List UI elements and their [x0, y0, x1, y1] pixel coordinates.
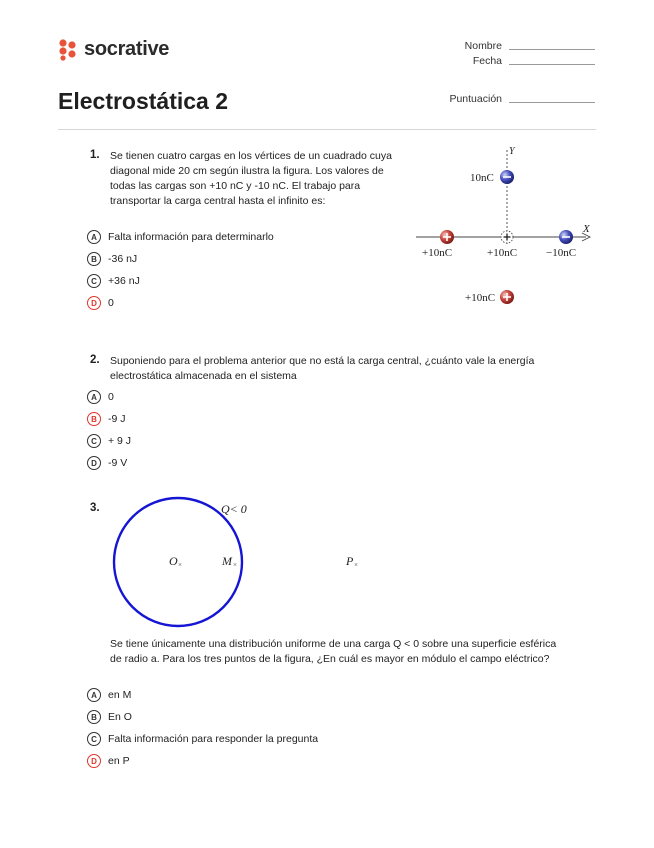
q1-option-d-badge: D [87, 296, 101, 310]
q2-option-a-badge: A [87, 390, 101, 404]
score-line[interactable] [509, 102, 595, 103]
question-3-number: 3. [90, 502, 100, 514]
q3-option-b-badge: B [87, 710, 101, 724]
q1-option-d-text: 0 [108, 297, 114, 309]
q1-option-a-badge: A [87, 230, 101, 244]
q2-option-a[interactable] [87, 390, 114, 404]
point-o-label: O [169, 554, 178, 568]
q2-option-b-text: -9 J [108, 413, 126, 425]
point-o-mark: × [178, 561, 182, 569]
charge-right-label: −10nC [546, 247, 577, 259]
date-line[interactable] [509, 64, 595, 65]
charge-top-label: 10nC [470, 172, 494, 184]
sphere-figure [105, 495, 375, 635]
q1-option-c-badge: C [87, 274, 101, 288]
point-m-label: M [222, 554, 232, 568]
q2-option-b-badge: B [87, 412, 101, 426]
x-axis-label: X [583, 223, 590, 235]
question-1-number: 1. [90, 149, 100, 161]
q3-option-b-text: En O [108, 711, 132, 723]
score-field[interactable] [420, 93, 595, 105]
q2-option-d-text: -9 V [108, 457, 128, 469]
question-1-text: Se tienen cuatro cargas en los vértices de un cuadrado cuya diagonal mide 20 cm según ilustra la figura. Los valores de todas las cargas son +10 nC y -10 nC. El trabajo para transportar la carga central hasta el infinito es: [110, 150, 392, 207]
charge-center-label: +10nC [487, 247, 518, 259]
q3-option-a[interactable] [87, 688, 131, 702]
q3-option-a-badge: A [87, 688, 101, 702]
q2-option-c[interactable] [87, 434, 131, 448]
q3-option-b[interactable] [87, 710, 132, 724]
q2-option-d[interactable] [87, 456, 127, 470]
q3-option-c[interactable] [87, 732, 318, 746]
question-2-text: Suponiendo para el problema anterior que no está la carga central, ¿cuánto vale la energía electrostática almacenada en el sistema [110, 355, 535, 382]
date-field[interactable] [446, 55, 595, 67]
q2-option-c-text: + 9 J [108, 435, 132, 447]
q1-option-c[interactable] [87, 274, 140, 288]
q1-option-b[interactable] [87, 252, 137, 266]
q2-option-d-badge: D [87, 456, 101, 470]
brand-name: socrative [84, 38, 170, 60]
charges-square-figure [410, 138, 600, 313]
question-2-number: 2. [90, 354, 100, 366]
question-3-text: Se tiene únicamente una distribución uniforme de una carga Q < 0 sobre una superficie esférica de radio a. Para los tres puntos de la figura, ¿En cuál es mayor en módulo el campo eléctrico? [110, 638, 557, 665]
name-line[interactable] [509, 49, 595, 50]
socrative-logo [58, 38, 169, 61]
q2-option-c-badge: C [87, 434, 101, 448]
header-divider [58, 129, 596, 130]
page-title: Electrostática 2 [58, 88, 229, 114]
charge-left-label: +10nC [422, 247, 453, 259]
q1-option-a-text: Falta información para determinarlo [108, 231, 274, 243]
q2-option-b[interactable] [87, 412, 126, 426]
q1-option-b-text: -36 nJ [108, 253, 138, 265]
y-axis-label: Y [509, 146, 515, 157]
q1-option-c-text: +36 nJ [108, 275, 140, 287]
name-label: Nombre [464, 40, 502, 52]
date-label: Fecha [472, 55, 502, 67]
sphere-charge-label: Q< 0 [221, 502, 247, 516]
point-m-mark: × [233, 561, 237, 569]
q1-option-d[interactable] [87, 296, 114, 310]
q3-option-d[interactable] [87, 754, 130, 768]
score-label: Puntuación [449, 93, 502, 105]
q1-option-a[interactable] [87, 230, 274, 244]
q2-option-a-text: 0 [108, 391, 114, 403]
point-p-label: P [346, 554, 354, 568]
q3-option-a-text: en M [108, 689, 132, 701]
charge-bottom-label: +10nC [465, 292, 496, 304]
point-p-mark: × [354, 561, 358, 569]
q1-option-b-badge: B [87, 252, 101, 266]
q3-option-c-badge: C [87, 732, 101, 746]
q3-option-c-text: Falta información para responder la pregunta [108, 733, 319, 745]
socrative-logo-icon [58, 39, 78, 61]
q3-option-d-text: en P [108, 755, 130, 767]
name-field[interactable] [446, 40, 595, 52]
q3-option-d-badge: D [87, 754, 101, 768]
